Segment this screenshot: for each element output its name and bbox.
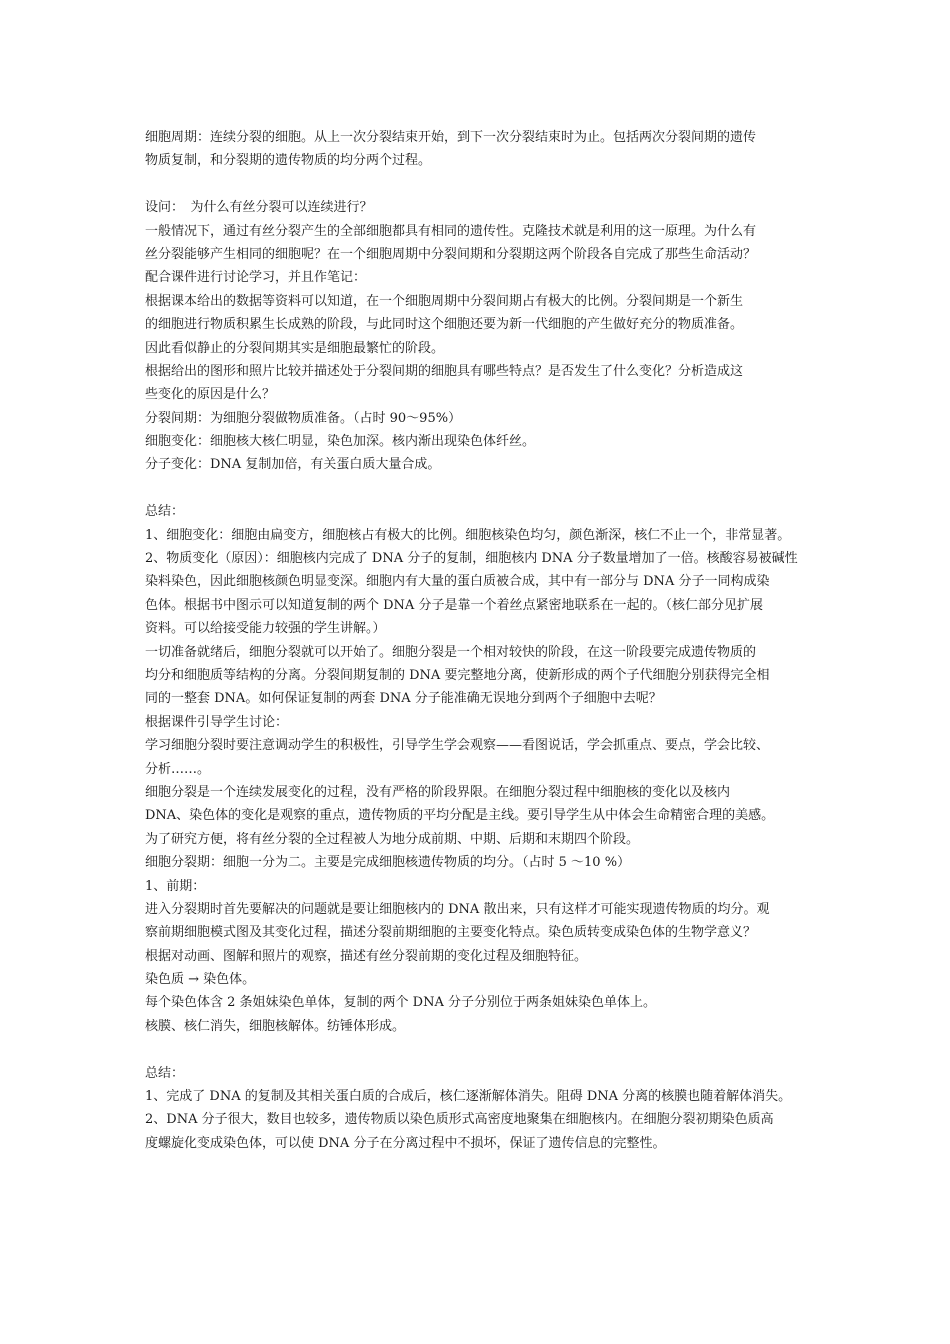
text-line: 同的一整套 DNA。如何保证复制的两套 DNA 分子能准确无误地分到两个子细胞中去呢？ [145,691,662,707]
text-line: 察前期细胞模式图及其变化过程，描述分裂前期细胞的主要变化特点。染色质转变成染色体的生物学意义？ [145,925,757,941]
section-heading: 1、前期： [145,878,206,894]
text-line: 根据给出的图形和照片比较并描述处于分裂间期的细胞具有哪些特点？是否发生了什么变化？分析造成这 [145,363,744,379]
text-line: 根据课本给出的数据等资料可以知道，在一个细胞周期中分裂间期占有极大的比例。分裂间期是一个新生 [145,293,744,309]
text-line: 进入分裂期时首先要解决的问题就是要让细胞核内的 DNA 散出来，只有这样才可能实现遗传物质的均分。观 [145,901,770,917]
text-line: 核膜、核仁消失，细胞核解体。纺锤体形成。 [145,1018,406,1034]
text-line: 细胞分裂是一个连续发展变化的过程，没有严格的阶段界限。在细胞分裂过程中细胞核的变化以及核内 [145,784,731,800]
text-line: 均分和细胞质等结构的分离。分裂间期复制的 DNA 要完整地分离，使新形成的两个子代细胞分别获得完全相 [145,667,770,683]
text-line: 色体。根据书中图示可以知道复制的两个 DNA 分子是靠一个着丝点紧密地联系在一起的。（核仁部分见扩展 [145,597,763,613]
text-line: 配合课件进行讨论学习，并且作笔记： [145,270,367,286]
text-line: 分子变化：DNA 复制加倍，有关蛋白质大量合成。 [145,457,441,473]
text-line: 一切准备就绪后，细胞分裂就可以开始了。细胞分裂是一个相对较快的阶段，在这一阶段要完成遗传物质的 [145,644,757,660]
text-line: 分析……。 [145,761,211,777]
summary-heading: 总结： [145,1065,185,1081]
blank-line [145,173,825,196]
text-line: 的细胞进行物质积累生长成熟的阶段，与此同时这个细胞还要为新一代细胞的产生做好充分的物质准备。 [145,317,744,333]
summary-heading: 总结： [145,504,185,520]
text-line: 2、DNA 分子很大，数目也较多，遗传物质以染色质形式高密度地聚集在细胞核内。在细胞分裂初期染色质高 [145,1112,774,1128]
text-line: 1、完成了 DNA 的复制及其相关蛋白质的合成后，核仁逐渐解体消失。阻碍 DNA 分离的核膜也随着解体消失。 [145,1089,792,1105]
text-line: 因此看似静止的分裂间期其实是细胞最繁忙的阶段。 [145,340,445,356]
text-line: 物质复制，和分裂期的遗传物质的均分两个过程。 [145,153,432,169]
text-line: 每个染色体含 2 条姐妹染色单体，复制的两个 DNA 分子分别位于两条姐妹染色单体上。 [145,995,656,1011]
text-line: 染色质 → 染色体。 [145,972,256,988]
text-line: 资料。可以给接受能力较强的学生讲解。） [145,621,386,637]
text-line: 些变化的原因是什么？ [145,387,276,403]
text-line: 细胞分裂期：细胞一分为二。主要是完成细胞核遗传物质的均分。（占时 5 ～10 %） [145,855,631,871]
text-line: 细胞周期：连续分裂的细胞。从上一次分裂结束开始，到下一次分裂结束时为止。包括两次分裂间期的遗传 [145,130,757,145]
section-question: 设问： 为什么有丝分裂可以连续进行？ [145,200,373,216]
text-line: 2、物质变化（原因）：细胞核内完成了 DNA 分子的复制，细胞核内 DNA 分子数量增加了一倍。核酸容易被碱性 [145,551,798,567]
document-body [145,126,825,1155]
blank-line [145,477,825,500]
text-line: 分裂间期：为细胞分裂做物质准备。（占时 90～95%） [145,410,462,426]
text-line: 一般情况下，通过有丝分裂产生的全部细胞都具有相同的遗传性。克隆技术就是利用的这一原理。为什么有 [145,223,757,239]
text-line: DNA、染色体的变化是观察的重点，遗传物质的平均分配是主线。要引导学生从中体会生命精密合理的美感。 [145,808,775,824]
text-line: 为了研究方便，将有丝分裂的全过程被人为地分成前期、中期、后期和末期四个阶段。 [145,831,640,847]
text-line: 丝分裂能够产生相同的细胞呢？在一个细胞周期中分裂间期和分裂期这两个阶段各自完成了那些生命活动？ [145,246,757,262]
text-line: 1、细胞变化：细胞由扁变方，细胞核占有极大的比例。细胞核染色均匀，颜色渐深，核仁不止一个，非常显著。 [145,527,791,543]
text-line: 根据课件引导学生讨论： [145,714,289,730]
text-line: 染料染色，因此细胞核颜色明显变深。细胞内有大量的蛋白质被合成，其中有一部分与 DNA 分子一同构成染 [145,574,770,590]
text-line: 度螺旋化变成染色体，可以使 DNA 分子在分离过程中不损坏，保证了遗传信息的完整性。 [145,1135,666,1151]
text-line: 细胞变化：细胞核大核仁明显，染色加深。核内渐出现染色体纤丝。 [145,434,536,450]
blank-line [145,1038,825,1061]
text-line: 根据对动画、图解和照片的观察，描述有丝分裂前期的变化过程及细胞特征。 [145,948,588,964]
text-line: 学习细胞分裂时要注意调动学生的积极性，引导学生学会观察——看图说话，学会抓重点、要点，学会比较、 [145,738,770,754]
